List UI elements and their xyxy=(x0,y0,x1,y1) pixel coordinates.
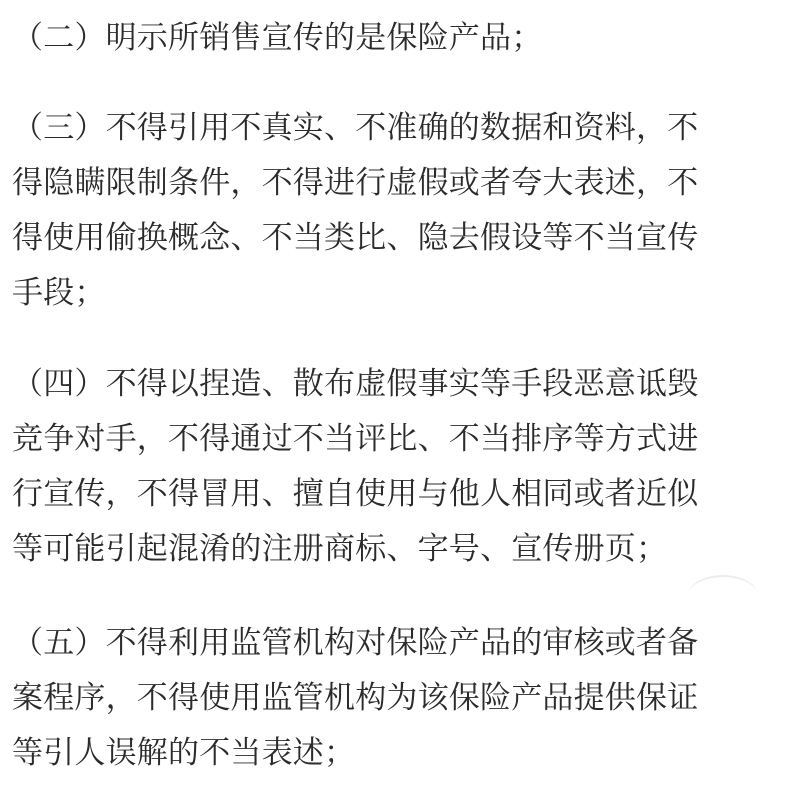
paragraph-item-3-line-4: 手段； xyxy=(12,275,106,311)
paragraph-item-4-line-3: 行宣传，不得冒用、擅自使用与他人相同或者近似 xyxy=(12,476,699,512)
paragraph-item-5-line-1: （五）不得利用监管机构对保险产品的审核或者备 xyxy=(12,625,699,661)
paragraph-item-3-line-3: 得使用偷换概念、不当类比、隐去假设等不当宣传 xyxy=(12,220,699,256)
paragraph-item-4-line-1: （四）不得以捏造、散布虚假事实等手段恶意诋毁 xyxy=(12,366,699,402)
paragraph-item-3-line-2: 得隐瞒限制条件，不得进行虚假或者夸大表述，不 xyxy=(12,165,699,201)
paragraph-item-4-line-4: 等可能引起混淆的注册商标、字号、宣传册页； xyxy=(12,531,668,567)
paragraph-item-3-line-1: （三）不得引用不真实、不准确的数据和资料，不 xyxy=(12,110,699,146)
paragraph-item-4-line-2: 竞争对手，不得通过不当评比、不当排序等方式进 xyxy=(12,421,699,457)
faint-arc-mark xyxy=(688,575,758,617)
paragraph-item-2-line-1: （二）明示所销售宣传的是保险产品； xyxy=(12,20,543,56)
paragraph-item-5-line-2: 案程序，不得使用监管机构为该保险产品提供保证 xyxy=(12,680,699,716)
paragraph-item-5-line-3: 等引人误解的不当表述； xyxy=(12,735,356,771)
